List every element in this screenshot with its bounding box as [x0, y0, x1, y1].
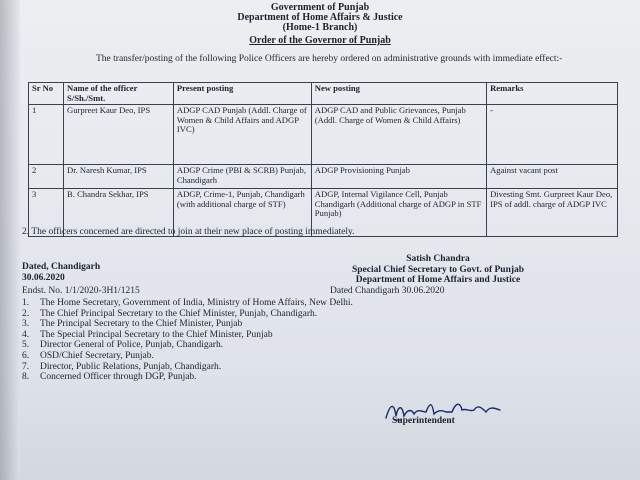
distribution-list — [22, 298, 602, 383]
cell-sr: 3 — [29, 189, 64, 237]
header-branch: (Home-1 Branch) — [282, 22, 358, 33]
list-number: 1. — [22, 298, 30, 308]
cell-remarks: Against vacant post — [487, 165, 618, 189]
cell-sr: 2 — [29, 165, 64, 189]
superintendent-title: Superintendent — [392, 416, 455, 426]
list-number: 3. — [22, 319, 30, 330]
cell-name: Gurpreet Kaur Deo, IPS — [64, 105, 174, 165]
cell-remarks: - — [487, 105, 618, 165]
endorsement-number: Endst. No. 1/1/2020-3H1/1215 — [22, 286, 140, 296]
directive-paragraph: 2. The officers concerned are directed to join at their new place of posting immediately. — [22, 227, 355, 237]
postings-table — [28, 82, 618, 237]
list-number: 8. — [22, 372, 30, 383]
list-text: OSD/Chief Secretary, Punjab. — [40, 350, 154, 361]
list-number: 2. — [22, 308, 30, 319]
list-text: Director General of Police, Punjab, Chandigarh. — [40, 340, 224, 351]
dated-block — [22, 262, 100, 283]
cell-present: ADGP CAD Punjab (Addl. Charge of Women & Child Affairs and ADGP IVC) — [173, 105, 311, 165]
cell-new: ADGP Provisioning Punjab — [311, 165, 486, 189]
cell-new: ADGP CAD and Public Grievances, Punjab (Addl. Charge of Women & Child Affairs) — [311, 105, 486, 165]
list-number: 7. — [22, 361, 30, 372]
list-number: 5. — [22, 340, 30, 351]
cell-new: ADGP, Internal Vigilance Cell, Punjab Chandigarh (Additional charge of ADGP in STF Punjab) — [311, 189, 486, 237]
table-header-row — [29, 83, 618, 105]
order-title: Order of the Governor of Punjab — [249, 35, 391, 46]
header-sr: Sr No — [29, 83, 64, 105]
table-row — [29, 105, 618, 165]
list-item — [22, 298, 602, 309]
list-item — [22, 330, 602, 341]
dated-date: 30.06.2020 — [22, 272, 65, 283]
list-item — [22, 319, 602, 330]
header-new: New posting — [311, 83, 486, 105]
list-text: The Special Principal Secretary to the Chief Minister, Punjab — [40, 329, 273, 340]
cell-sr: 1 — [29, 105, 64, 165]
list-text: The Chief Principal Secretary to the Chief Minister, Punjab, Chandigarh. — [40, 308, 318, 319]
header-remarks: Remarks — [487, 83, 618, 105]
list-item — [22, 351, 602, 362]
cell-remarks: Divesting Smt. Gurpreet Kaur Deo, IPS of addl. charge of ADGP IVC — [487, 189, 618, 237]
header-government: Government of Punjab — [270, 2, 370, 13]
list-text: The Home Secretary, Government of India, Ministry of Home Affairs, New Delhi. — [40, 298, 353, 308]
cell-present: ADGP, Crime-1, Punjab, Chandigarh (with additional charge of STF) — [173, 189, 311, 237]
dated-label: Dated, Chandigarh — [22, 262, 101, 272]
signatory-block — [258, 254, 618, 286]
header-department: Department of Home Affairs & Justice — [237, 12, 403, 23]
signatory-designation: Special Chief Secretary to Govt. of Punjab — [351, 264, 525, 275]
page-shadow — [0, 0, 20, 480]
list-item — [22, 362, 602, 373]
list-number: 4. — [22, 329, 30, 340]
list-item — [22, 309, 602, 320]
signatory-name: Satish Chandra — [406, 254, 470, 264]
header-name: Name of the officer S/Sh./Smt. — [64, 83, 174, 105]
header-present: Present posting — [173, 83, 311, 105]
list-item — [22, 372, 602, 383]
intro-text: The transfer/posting of the following Police Officers are hereby ordered on administrative grounds with immediate effect:- — [96, 54, 563, 64]
list-text: Concerned Officer through DGP, Punjab. — [40, 372, 197, 383]
list-number: 6. — [22, 350, 30, 361]
list-item — [22, 340, 602, 351]
signatory-department: Department of Home Affairs and Justice — [355, 275, 521, 285]
list-text: Director, Public Relations, Punjab, Chandigarh. — [40, 361, 222, 372]
cell-name: Dr. Naresh Kumar, IPS — [64, 165, 174, 189]
endorsement-date: Dated Chandigarh 30.06.2020 — [330, 286, 445, 296]
list-text: The Principal Secretary to the Chief Minister, Punjab — [40, 319, 243, 330]
intro-paragraph — [26, 53, 616, 65]
cell-present: ADGP Crime (PBI & SCRB) Punjab, Chandigarh — [173, 165, 311, 189]
table-row — [29, 165, 618, 189]
cell-name: B. Chandra Sekhar, IPS — [64, 189, 174, 237]
